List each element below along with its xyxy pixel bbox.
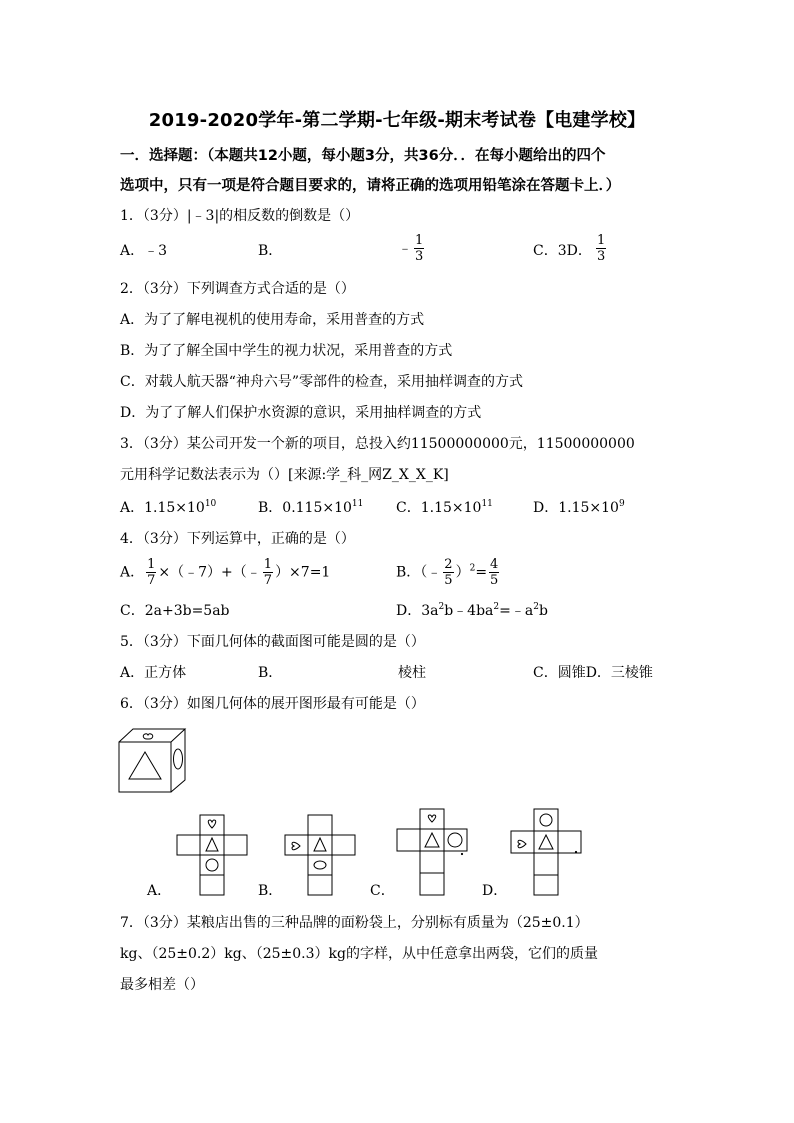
q1-option-a: A．﹣3 [120, 243, 168, 259]
q1-b-fraction [414, 233, 424, 264]
q3-option-a [120, 498, 216, 518]
q4-b-equals: = [475, 564, 488, 581]
net-b [284, 814, 356, 896]
q3-c-exponent: 11 [481, 499, 493, 509]
q3-option-c [396, 498, 493, 518]
q4-b-f2-numerator: 4 [490, 557, 499, 572]
q4-a-fraction-1 [146, 557, 156, 588]
q4-stem: 4．（3分）下列运算中，正确的是（） [120, 531, 355, 547]
q3-b-exponent: 11 [351, 499, 364, 509]
q4-option-b [396, 557, 501, 588]
q4-d-mid-2: =﹣a [499, 603, 534, 619]
q4-b-f2-denominator: 5 [490, 573, 499, 588]
q4-a-f2-denominator: 7 [263, 573, 273, 588]
q2-stem: 2．（3分）下列调查方式合适的是（） [120, 281, 355, 297]
q1-b-numerator: 1 [415, 233, 424, 248]
q7-line3: 最多相差（） [120, 977, 204, 993]
q4-option-d [396, 601, 548, 621]
q4-d-tail: b [538, 603, 548, 619]
q5-option-b-label: B． [258, 665, 283, 681]
q4-a-f1-numerator: 1 [147, 557, 156, 572]
q1-d-numerator: 1 [597, 233, 606, 248]
q3-b-base: B．0.115×10 [258, 500, 352, 516]
q4-b-middle: ） [455, 564, 470, 581]
q4-b-fraction-1 [443, 557, 453, 588]
q3-option-d [533, 498, 625, 518]
q4-a-fraction-2 [263, 557, 273, 588]
q2-option-c: C．对载人航天器“神舟六号”零部件的检查，采用抽样调查的方式 [120, 374, 524, 390]
q1-option-d-value [594, 233, 608, 264]
q4-a-middle: ×（﹣7）+（﹣ [158, 564, 261, 581]
q7-line1: 7．（3分）某粮店出售的三种品牌的面粉袋上，分别标有质量为（25±0.1） [120, 915, 589, 931]
q3-a-base: A．1.15×10 [120, 500, 205, 516]
section-instruction-line1: 一．选择题：（本题共12小题，每小题3分，共36分．．在每小题给出的四个 [120, 148, 606, 164]
q3-d-exponent: 9 [618, 499, 625, 509]
q1-d-fraction [596, 233, 606, 264]
q7-line2: kg、（25±0.2）kg、（25±0.3）kg的字样，从中任意拿出两袋，它们的质量 [120, 946, 598, 962]
q4-b-prefix: B．（﹣ [396, 564, 442, 581]
q5-stem: 5．（3分）下面几何体的截面图可能是圆的是（） [120, 634, 425, 650]
q4-a-f2-numerator: 1 [263, 557, 273, 572]
q4-b-f1-denominator: 5 [444, 573, 453, 588]
q6-label-c: C． [370, 883, 395, 899]
exam-title: 2019-2020学年-第二学期-七年级-期末考试卷【电建学校】 [148, 110, 646, 131]
q1-b-denominator: 3 [415, 249, 424, 264]
net-a [176, 814, 248, 896]
q2-option-a: A．为了了解电视机的使用寿命，采用普查的方式 [120, 312, 425, 328]
q4-d-exp-1: 2 [438, 602, 445, 612]
q2-option-d: D．为了了解人们保护水资源的意识，采用抽样调查的方式 [120, 405, 482, 421]
q4-b-fraction-2 [489, 557, 499, 588]
q1-d-denominator: 3 [597, 249, 606, 264]
q4-b-f1-numerator: 2 [444, 557, 453, 572]
q6-stem: 6．（3分）如图几何体的展开图形最有可能是（） [120, 696, 425, 712]
q5-option-cd: C．圆锥D．三棱锥 [533, 665, 653, 681]
q4-d-mid-1: b﹣4ba [444, 603, 494, 619]
section-instruction-line2: 选项中，只有一项是符合题目要求的，请将正确的选项用铅笔涂在答题卡上．） [120, 178, 621, 194]
q4-a-prefix: A． [120, 564, 145, 581]
q4-option-c: C．2a+3b=5ab [120, 603, 230, 619]
q3-d-base: D．1.15×10 [533, 500, 619, 516]
q6-label-d: D． [482, 883, 508, 899]
q3-a-exponent: 10 [204, 499, 217, 509]
q4-option-a [120, 557, 330, 588]
q2-option-b: B．为了了解全国中学生的视力状况，采用普查的方式 [120, 343, 453, 359]
q3-stem-line2: 元用科学记数法表示为（）[来源:学_科_网Z_X_X_K] [120, 467, 449, 483]
net-d [510, 808, 582, 896]
q1-option-b-value [398, 233, 426, 264]
q3-stem-line1: 3．（3分）某公司开发一个新的项目，总投入约11500000000元，11500000000 [120, 436, 635, 452]
q1-stem: 1．（3分）|﹣3|的相反数的倒数是（） [120, 208, 360, 224]
q1-option-b-label: B． [258, 243, 283, 259]
net-c [396, 808, 468, 896]
q1-b-sign: ﹣ [398, 240, 412, 257]
cube-figure [118, 728, 194, 794]
q4-d-exp-3: 2 [533, 602, 539, 612]
q4-d-prefix: D．3a [396, 603, 439, 619]
q4-a-f1-denominator: 7 [147, 573, 156, 588]
q6-label-b: B． [258, 883, 283, 899]
q3-option-b [258, 498, 363, 518]
q4-d-exp-2: 2 [493, 602, 500, 612]
q4-b-exponent: 2 [469, 563, 476, 574]
q6-label-a: A． [147, 883, 172, 899]
q1-option-cd: C．3D． [533, 243, 592, 259]
q5-option-a: A．正方体 [120, 665, 187, 681]
q4-a-tail: ）×7=1 [275, 564, 331, 581]
q3-c-base: C．1.15×10 [396, 500, 482, 516]
q5-option-b-word: 棱柱 [398, 665, 426, 681]
